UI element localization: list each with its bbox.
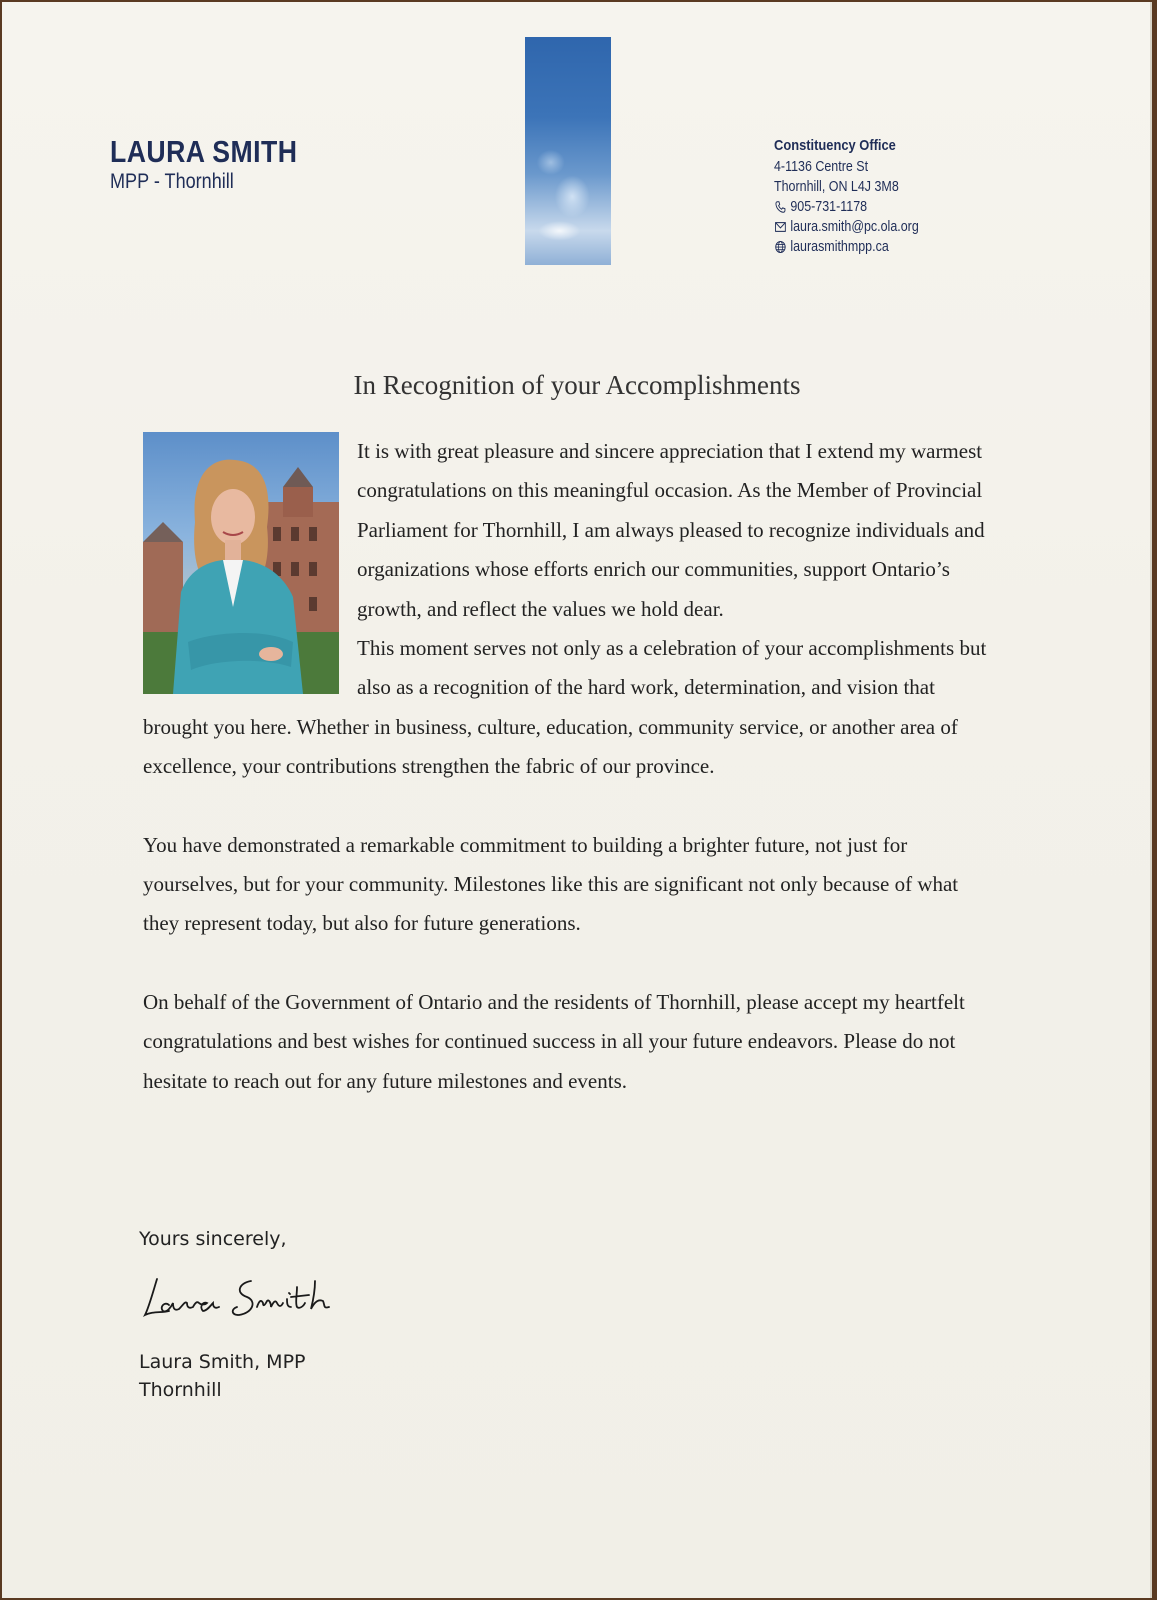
portrait-photo: [143, 432, 339, 694]
office-title: Constituency Office: [774, 137, 896, 154]
letter-paragraph-4: On behalf of the Government of Ontario and the residents of Thornhill, please accept my heartfelt congratulations and best wishes for continued success in all your future endeavors. Please do not hesitate to reach out for any future milestones and events.: [143, 989, 965, 1093]
letterhead-banner-image: [525, 37, 611, 265]
office-website: laurasmithmpp.ca: [790, 239, 889, 255]
signer-name: Laura Smith, MPP: [139, 1351, 306, 1373]
office-address-line2: Thornhill, ON L4J 3M8: [774, 179, 899, 195]
office-email: laura.smith@pc.ola.org: [790, 219, 919, 235]
letterhead-role: MPP - Thornhill: [110, 170, 234, 193]
office-phone-row: [774, 197, 919, 217]
letter-heading: In Recognition of your Accomplishments: [353, 370, 801, 400]
letter-paragraph-2: This moment serves not only as a celebration of your accomplishments but also as a recognition of the hard work, determination, and vision that brought you here. Whether in business, culture, education, community service, or another area of excellence, your contributions strengthen the fabric of our province.: [143, 636, 987, 779]
letter-body: [143, 432, 999, 1101]
closing-salutation: Yours sincerely,: [139, 1228, 287, 1250]
office-address-line1: 4-1136 Centre St: [774, 159, 869, 175]
office-email-row: [774, 217, 919, 237]
letter-paragraph-3: You have demonstrated a remarkable commitment to building a brighter future, not just for yourselves, but for your community. Milestones like this are significant not only because of what they represent today, but also for future generations.: [143, 832, 959, 936]
globe-icon: [774, 240, 787, 254]
letterhead-name: LAURA SMITH: [110, 134, 298, 169]
office-website-row: [774, 237, 919, 257]
constituency-office-block: [774, 137, 919, 257]
signer-riding: Thornhill: [139, 1379, 222, 1401]
letter-paragraph-1: It is with great pleasure and sincere appreciation that I extend my warmest congratulations on this meaningful occasion. As the Member of Provincial Parliament for Thornhill, I am always pleased to recognize individuals and organizations whose efforts enrich our communities, support Ontario’s growth, and reflect the values we hold dear.: [357, 439, 985, 621]
office-phone: 905-731-1178: [790, 199, 868, 215]
paragraph-spacer: [143, 787, 999, 826]
signer-block: [139, 1348, 306, 1404]
letter-page: [2, 2, 1152, 1598]
paragraph-spacer: [143, 944, 999, 983]
phone-icon: [774, 200, 787, 214]
envelope-icon: [774, 220, 787, 234]
handwritten-signature: [139, 1267, 379, 1332]
